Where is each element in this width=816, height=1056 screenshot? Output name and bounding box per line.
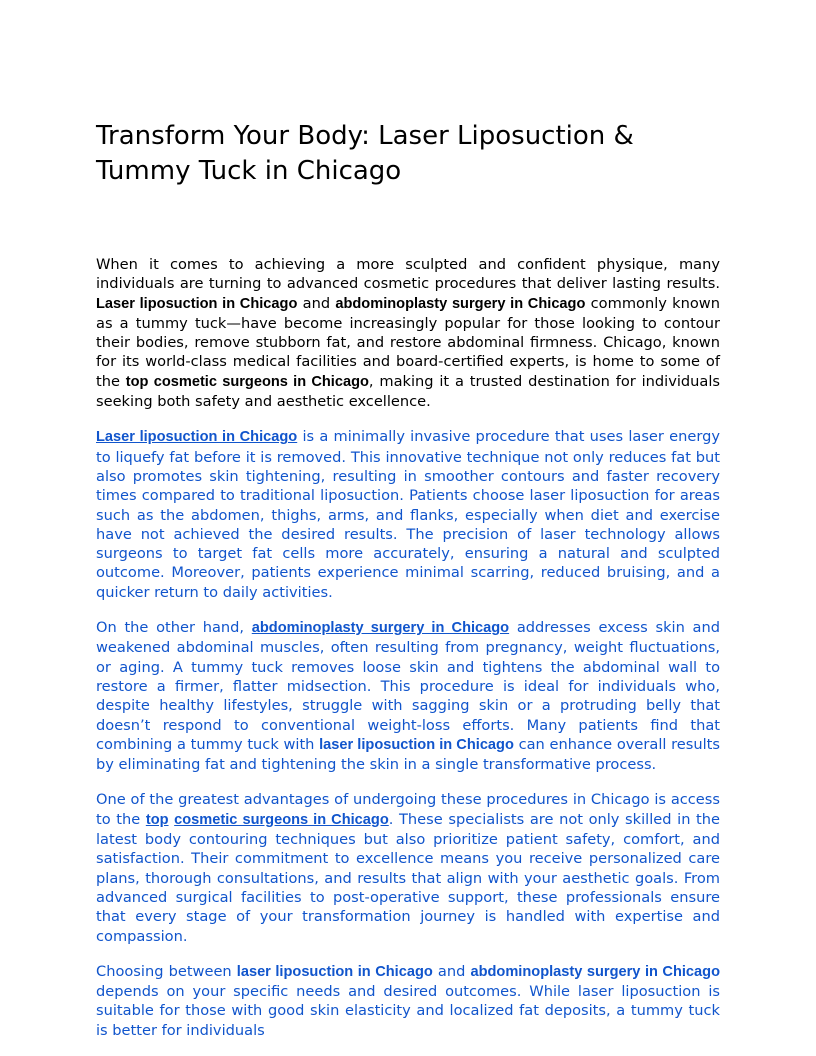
surgeons-text-3: . These specialists are not only skilled in the latest body contouring techniques but also prioritize patient safety, comfort, and satisfaction. Their commitment to excellence means you receive personalized care plans, thorough consultations, and results that align with your aesthetic goals. From advanced surgical facilities to post-operative support, these professionals ensure that every stage of your transformation journey is handled with expertise and compassion. — [96, 810, 720, 945]
intro-text-4: , making it a trusted destination for individuals seeking both safety and aesthetic excellence. — [96, 372, 721, 411]
keyword-abdominoplasty-2: abdominoplasty surgery in Chicago — [470, 963, 720, 980]
intro-text-2: and — [297, 294, 336, 312]
intro-text-3: commonly known as a tummy tuck—have become increasingly popular for those looking to contour their bodies, remove stubborn fat, and restore abdominal firmness. Chicago, known for its world-class medical facilities and board-certified experts, is home to some of the — [96, 294, 720, 390]
tummy-text-2: addresses excess skin and weakened abdominal muscles, often resulting from pregnancy, weight fluctuations, or aging. A tummy tuck removes loose skin and tightens the abdominal wall to restore a firmer, flatter midsection. This procedure is ideal for individuals who, despite healthy lifestyles, struggle with sagging skin or a protruding belly that doesn’t respond to conventional weight-loss efforts. Many patients find that combining a tummy tuck with — [96, 619, 720, 753]
tummy-text-3: can enhance overall results by eliminating fat and tightening the skin in a single transformative process. — [96, 735, 721, 774]
choosing-text-1: Choosing between — [96, 962, 237, 980]
tummy-tuck-paragraph — [96, 618, 720, 774]
surgeons-text-1: One of the greatest advantages of undergoing these procedures in Chicago is access to the — [96, 791, 720, 828]
laser-text-1: is a minimally invasive procedure that uses laser energy to liquefy fat before it is removed. This innovative technique not only reduces fat but also promotes skin tightening, resulting in smoother contours and faster recovery times compared to traditional liposuction. Patients choose laser liposuction for areas such as the abdomen, thighs, arms, and flanks, especially when diet and exercise have not achieved the desired results. The precision of laser technology allows surgeons to target fat cells more accurately, ensuring a natural and sculpted outcome. Moreover, patients experience minimal scarring, reduced bruising, and a quicker return to daily activities. — [96, 428, 720, 601]
keyword-laser-liposuction-2: laser liposuction in Chicago — [319, 736, 514, 753]
tummy-text-1: On the other hand, — [96, 619, 252, 637]
surgeons-paragraph — [96, 790, 720, 945]
intro-text-1: When it comes to achieving a more sculpted and confident physique, many individuals are turning to advanced cosmetic procedures that deliver lasting results. — [96, 256, 720, 293]
article-body — [96, 255, 720, 1040]
laser-liposuction-link[interactable]: Laser liposuction in Chicago — [96, 429, 298, 446]
intro-paragraph — [96, 255, 720, 411]
keyword-laser-liposuction: Laser liposuction in Chicago — [96, 295, 298, 312]
choosing-text-2: and — [432, 962, 471, 980]
keyword-laser-liposuction-3: laser liposuction in Chicago — [236, 963, 433, 980]
keyword-top-surgeons: top cosmetic surgeons in Chicago — [125, 373, 369, 390]
top-link[interactable]: top — [145, 811, 169, 828]
choosing-text-3: depends on your specific needs and desired outcomes. While laser liposuction is suitable for those with good skin elasticity and localized fat deposits, a tummy tuck is better for individuals — [96, 983, 720, 1039]
abdominoplasty-link[interactable]: abdominoplasty surgery in Chicago — [251, 620, 510, 637]
choosing-paragraph — [96, 962, 720, 1040]
page-title: Transform Your Body: Laser Liposuction & Tummy Tuck in Chicago — [96, 121, 634, 186]
laser-paragraph — [96, 427, 720, 602]
keyword-abdominoplasty: abdominoplasty surgery in Chicago — [335, 295, 586, 312]
cosmetic-surgeons-link[interactable]: cosmetic surgeons in Chicago — [174, 811, 389, 828]
